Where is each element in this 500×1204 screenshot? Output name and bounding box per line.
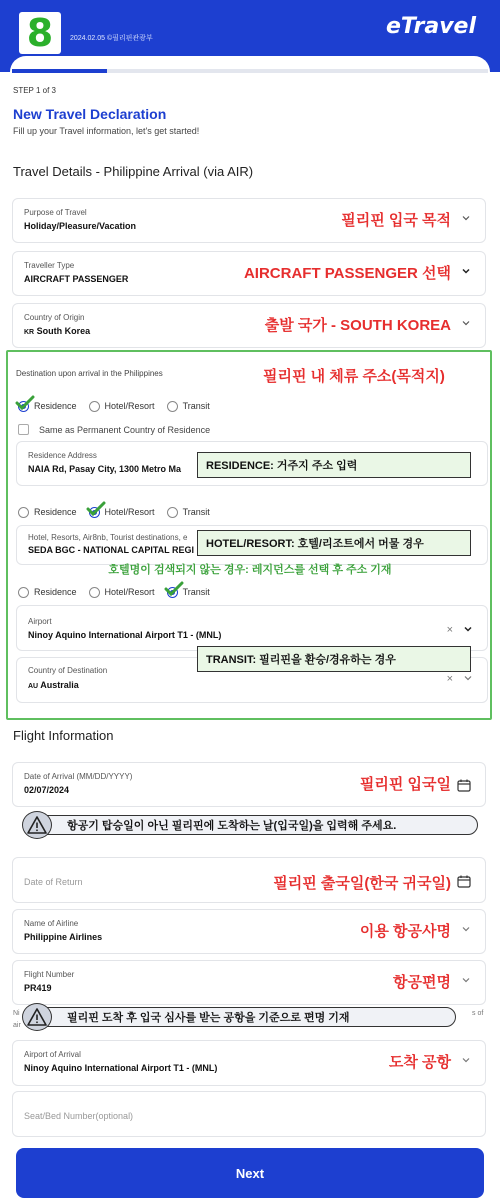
page-number-badge: 8 [19,12,61,54]
destination-type-radio-group-2 [18,504,222,520]
radio-label: Residence [34,401,77,411]
arrival-value: 02/07/2024 [24,785,70,795]
origin-value [24,326,90,336]
origin-label: Country of Origin [24,313,85,322]
progress-bar [12,69,488,73]
radio-label: Hotel/Resort [104,587,155,597]
transit-callout: TRANSIT: 필리핀을 환승/경유하는 경우 [197,646,471,672]
chevron-down-icon [463,624,473,634]
page-title: New Travel Declaration [13,106,167,122]
arrival-warning [22,811,478,839]
checkbox-label: Same as Permanent Country of Residence [39,424,211,435]
radio-label: Transit [182,507,210,517]
airline-label: Name of Airline [24,919,79,928]
airline-select[interactable] [12,909,486,954]
flight-warning [22,1003,478,1031]
return-date-input[interactable] [12,857,486,903]
destination-annotation: 필리핀 내 체류 주소(목적지) [263,368,445,385]
radio-residence[interactable] [18,401,77,412]
hotel-label: Hotel, Resorts, Air8nb, Tourist destinations, e [28,533,188,542]
obscured-text-fragment: s of [472,1010,484,1017]
radio-hotel[interactable] [89,507,155,518]
chevron-down-icon [461,924,471,934]
country-dest-value [28,680,79,690]
checkmark-icon [86,501,106,517]
hotel-value: SEDA BGC - NATIONAL CAPITAL REGI [28,545,195,555]
chevron-down-icon [463,673,473,683]
dest-country: Australia [40,680,79,690]
purpose-value: Holiday/Pleasure/Vacation [24,221,137,231]
radio-label: Transit [182,587,210,597]
dest-flag-code: AU [28,683,39,690]
arrival-label: Date of Arrival (MM/DD/YYYY) [24,772,133,781]
purpose-label: Purpose of Travel [24,208,87,217]
flight-number-label: Flight Number [24,970,75,979]
radio-circle [18,587,29,598]
purpose-annotation: 필리핀 입국 목적 [341,212,451,229]
airport-arrival-annotation: 도착 공항 [388,1054,451,1071]
flight-number-annotation: 항공편명 [393,974,451,991]
destination-type-radio-group-3 [18,584,222,600]
radio-transit[interactable] [167,401,210,412]
radio-hotel[interactable] [89,401,155,412]
calendar-icon[interactable] [457,779,471,792]
airport-arrival-select[interactable] [12,1040,486,1086]
airline-annotation: 이용 항공사명 [359,923,451,940]
obscured-text-fragment: Ni [13,1010,20,1017]
origin-annotation: 출발 국가 - SOUTH KOREA [264,317,451,334]
radio-label: Residence [34,587,77,597]
radio-circle [167,401,178,412]
clear-icon[interactable]: × [446,624,453,636]
radio-label: Hotel/Resort [104,507,155,517]
warning-icon [22,1003,52,1031]
arrival-annotation: 필리핀 입국일 [359,776,451,793]
chevron-down-icon [461,1055,471,1065]
traveller-type-select[interactable] [12,251,486,296]
seat-number-input[interactable] [12,1091,486,1137]
return-annotation: 필리핀 출국일(한국 귀국일) [273,875,451,892]
checkmark-icon [15,395,35,411]
radio-circle [18,507,29,518]
airport-value: Ninoy Aquino International Airport T1 - (MNL) [28,630,222,640]
origin-country: South Korea [36,326,91,336]
clear-icon[interactable]: × [446,673,453,685]
country-dest-label: Country of Destination [28,666,108,675]
traveller-value: AIRCRAFT PASSENGER [24,274,129,284]
residence-label: Residence Address [28,451,97,460]
arrival-warning-text: 항공기 탑승일이 아닌 필리핀에 도착하는 날(입국일)을 입력해 주세요. [38,815,478,835]
chevron-down-icon [461,213,471,223]
next-button[interactable]: Next [16,1148,484,1198]
header-caption: 2024.02.05 ©필리핀관광부 [70,35,153,42]
checkmark-icon [164,581,184,597]
hotel-not-found-note: 호텔명이 검색되지 않는 경우: 레지던스를 선택 후 주소 기재 [108,564,392,576]
brand-logo: eTravel [385,14,476,39]
purpose-select[interactable] [12,198,486,243]
chevron-down-icon [461,318,471,328]
flight-section-title: Flight Information [13,728,114,743]
radio-residence[interactable] [18,587,77,598]
radio-transit[interactable] [167,507,210,518]
radio-circle [89,587,100,598]
return-placeholder: Date of Return [24,877,83,887]
radio-label: Transit [182,401,210,411]
checkbox-box [18,424,29,435]
chevron-down-icon [461,266,471,276]
airport-arrival-label: Airport of Arrival [24,1050,81,1059]
radio-hotel[interactable] [89,587,155,598]
step-indicator: STEP 1 of 3 [13,86,56,95]
flight-number-value: PR419 [24,983,52,993]
radio-label: Hotel/Resort [104,401,155,411]
radio-circle [89,401,100,412]
transit-airport-select[interactable] [16,605,488,651]
flight-number-select[interactable] [12,960,486,1005]
arrival-date-input[interactable] [12,762,486,807]
obscured-text-fragment: air [13,1022,21,1029]
radio-transit[interactable] [167,587,210,598]
hotel-callout: HOTEL/RESORT: 호텔/리조트에서 머물 경우 [197,530,471,556]
destination-type-radio-group-1 [18,398,222,414]
page-subtitle: Fill up your Travel information, let's get started! [13,126,200,136]
residence-callout: RESIDENCE: 거주지 주소 입력 [197,452,471,478]
origin-flag-code: KR [24,329,35,336]
warning-icon [22,811,52,839]
airport-label: Airport [28,617,52,626]
seat-placeholder: Seat/Bed Number(optional) [24,1111,134,1121]
radio-circle [167,507,178,518]
flight-warning-text: 필리핀 도착 후 입국 심사를 받는 공항을 기준으로 편명 기재 [38,1007,456,1027]
radio-residence[interactable] [18,507,77,518]
chevron-down-icon [461,975,471,985]
radio-label: Residence [34,507,77,517]
calendar-icon[interactable] [457,875,471,888]
progress-fill [12,69,107,73]
destination-label: Destination upon arrival in the Philippines [16,369,163,378]
airline-value: Philippine Airlines [24,932,103,942]
travel-section-title: Travel Details - Philippine Arrival (via AIR) [13,164,254,179]
traveller-label: Traveller Type [24,261,75,270]
country-origin-select[interactable] [12,303,486,348]
traveller-annotation: AIRCRAFT PASSENGER 선택 [243,265,451,282]
residence-value: NAIA Rd, Pasay City, 1300 Metro Ma [28,464,182,474]
same-as-permanent-checkbox[interactable] [18,424,210,435]
airport-arrival-value: Ninoy Aquino International Airport T1 - (MNL) [24,1063,218,1073]
